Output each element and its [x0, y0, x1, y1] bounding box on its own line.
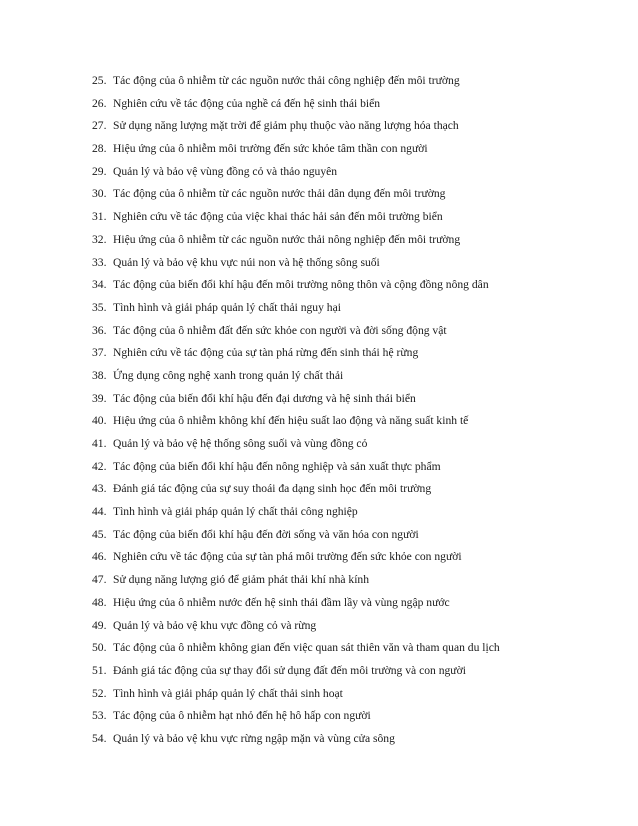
list-item-text: Ứng dụng công nghệ xanh trong quản lý chất thải [113, 368, 344, 382]
list-item-text: Tác động của biến đổi khí hậu đến đại dương và hệ sinh thái biển [113, 391, 416, 405]
list-item [92, 141, 612, 164]
list-item [92, 731, 612, 754]
list-item-number: 50. [92, 641, 107, 655]
list-item [92, 549, 612, 572]
list-item-text: Tác động của biến đổi khí hậu đến nông nghiệp và sản xuất thực phẩm [113, 459, 441, 473]
list-item [92, 686, 612, 709]
list-item-number: 34. [92, 278, 107, 292]
list-item-text: Quản lý và bảo vệ khu vực rừng ngập mặn và vùng cửa sông [113, 731, 395, 745]
list-item-number: 49. [92, 618, 107, 632]
list-item-text: Tác động của ô nhiễm hạt nhỏ đến hệ hô hấp con người [113, 709, 371, 723]
list-item-number: 35. [92, 300, 107, 314]
list-item-text: Sử dụng năng lượng gió để giảm phát thải khí nhà kính [113, 573, 370, 587]
list-item [92, 527, 612, 550]
list-item-number: 32. [92, 232, 107, 246]
list-item-number: 29. [92, 164, 107, 178]
list-item-number: 40. [92, 414, 107, 428]
list-item-number: 26. [92, 96, 107, 110]
list-item-text: Hiệu ứng của ô nhiễm nước đến hệ sinh thái đầm lầy và vùng ngập nước [113, 595, 450, 609]
list-item-number: 25. [92, 74, 107, 87]
list-item-number: 48. [92, 595, 107, 609]
list-item [92, 572, 612, 595]
list-item [92, 164, 612, 187]
list-item-number: 42. [92, 459, 107, 473]
list-item [92, 255, 612, 278]
list-item [92, 345, 612, 368]
list-item-number: 53. [92, 709, 107, 723]
list-item [92, 663, 612, 686]
list-item-text: Nghiên cứu về tác động của sự tàn phá rừng đến sinh thái hệ rừng [113, 346, 419, 360]
list-item-number: 33. [92, 255, 107, 269]
list-item-number: 28. [92, 142, 107, 156]
list-item-number: 36. [92, 323, 107, 337]
list-item-number: 27. [92, 119, 107, 133]
list-item-text: Tác động của ô nhiễm từ các nguồn nước thải công nghiệp đến môi trường [113, 74, 460, 87]
list-item-number: 52. [92, 686, 107, 700]
list-item [92, 413, 612, 436]
list-item [92, 391, 612, 414]
list-item-text: Tình hình và giải pháp quản lý chất thải nguy hại [113, 300, 341, 314]
list-item [92, 186, 612, 209]
list-item [92, 323, 612, 346]
list-item-number: 54. [92, 731, 107, 745]
list-item-text: Tác động của biến đổi khí hậu đến đời sống và văn hóa con người [113, 527, 419, 541]
list-item-text: Hiệu ứng của ô nhiễm môi trường đến sức khỏe tâm thần con người [113, 142, 428, 156]
list-item-number: 30. [92, 187, 107, 201]
topic-list [92, 73, 612, 754]
list-item [92, 300, 612, 323]
list-item-text: Sử dụng năng lượng mặt trời để giảm phụ thuộc vào năng lượng hóa thạch [113, 119, 459, 133]
list-item-number: 31. [92, 210, 107, 224]
list-item [92, 368, 612, 391]
list-item-number: 44. [92, 505, 107, 519]
list-item [92, 277, 612, 300]
list-item-text: Tình hình và giải pháp quản lý chất thải sinh hoạt [113, 686, 343, 700]
list-item [92, 96, 612, 119]
list-item [92, 708, 612, 731]
list-item-number: 37. [92, 346, 107, 360]
list-item [92, 618, 612, 641]
list-item-text: Tác động của ô nhiễm đất đến sức khỏe con người và đời sống động vật [113, 323, 447, 337]
list-item [92, 504, 612, 527]
list-item-number: 41. [92, 437, 107, 450]
list-item [92, 232, 612, 255]
list-item-text: Quản lý và bảo vệ khu vực núi non và hệ thống sông suối [113, 255, 380, 269]
list-item [92, 73, 612, 96]
list-item-text: Tác động của biến đổi khí hậu đến môi trường nông thôn và cộng đồng nông dân [113, 278, 489, 292]
list-item-text: Quản lý và bảo vệ vùng đồng cỏ và thảo nguyên [113, 164, 338, 178]
list-item-text: Đánh giá tác động của sự thay đổi sử dụng đất đến môi trường và con người [113, 663, 466, 677]
list-item-text: Quản lý và bảo vệ khu vực đồng cỏ và rừng [113, 618, 317, 632]
list-item [92, 481, 612, 504]
list-item-text: Hiệu ứng của ô nhiễm không khí đến hiệu suất lao động và năng suất kinh tế [113, 414, 469, 428]
list-item-text: Hiệu ứng của ô nhiễm từ các nguồn nước thải nông nghiệp đến môi trường [113, 232, 461, 246]
list-item [92, 118, 612, 141]
list-item-text: Nghiên cứu về tác động của sự tàn phá môi trường đến sức khỏe con người [113, 550, 462, 564]
list-item-number: 45. [92, 527, 107, 541]
list-item [92, 209, 612, 232]
list-item-text: Tình hình và giải pháp quản lý chất thải công nghiệp [113, 505, 358, 519]
list-item-number: 39. [92, 391, 107, 405]
list-item [92, 595, 612, 618]
list-item-text: Quản lý và bảo vệ hệ thống sông suối và vùng đồng cỏ [113, 437, 368, 450]
list-item [92, 459, 612, 482]
list-item [92, 436, 612, 459]
list-item-text: Tác động của ô nhiễm từ các nguồn nước thải dân dụng đến môi trường [113, 187, 446, 201]
list-item [92, 640, 612, 663]
list-item-text: Nghiên cứu về tác động của việc khai thác hải sản đến môi trường biển [113, 210, 443, 224]
list-item-number: 38. [92, 368, 107, 382]
list-item-number: 51. [92, 663, 107, 677]
list-item-number: 43. [92, 482, 107, 496]
list-item-number: 46. [92, 550, 107, 564]
list-item-number: 47. [92, 573, 107, 587]
list-item-text: Nghiên cứu về tác động của nghề cá đến hệ sinh thái biển [113, 96, 381, 110]
list-item-text: Tác động của ô nhiễm không gian đến việc quan sát thiên văn và tham quan du lịch [113, 641, 500, 655]
list-item-text: Đánh giá tác động của sự suy thoái đa dạng sinh học đến môi trường [113, 482, 432, 496]
